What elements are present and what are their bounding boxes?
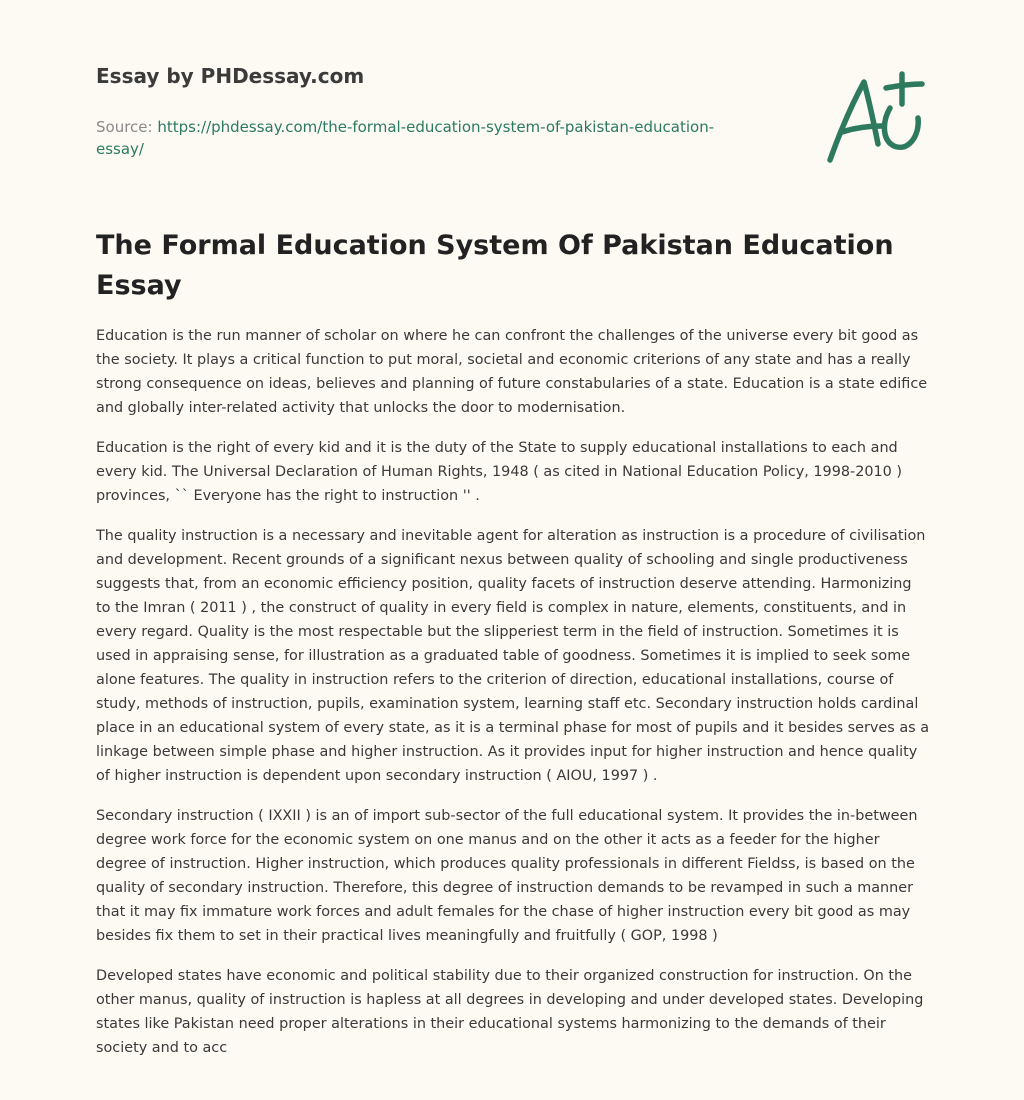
a-plus-grade-icon <box>818 70 930 170</box>
paragraph: Education is the right of every kid and it is the duty of the State to supply educational installations to each and every kid. The Universal Declaration of Human Rights, 1948 ( as cited in National Education Policy, 1998-2010 ) provinces, `` Everyone has the right to instruction '' . <box>96 440 903 504</box>
paragraph: Developed states have economic and political stability due to their organized construction for instruction. On the other manus, quality of instruction is hapless at all degrees in developing and under developed states. Developing states like Pakistan need proper alterations in their educational systems harmonizing to the demands of their society and to acc <box>96 968 924 1056</box>
paragraph: The quality instruction is a necessary and inevitable agent for alteration as instruction is a procedure of civilisation and development. Recent grounds of a significant nexus between quality of schooling and single productiveness suggests that, from an economic efficiency position, quality facets of instruction deserve attending. Harmonizing to the Imran ( 2011 ) , the construct of quality in every field is complex in nature, elements, constituents, and in every regard. Quality is the most respectable but the slipperiest term in the field of instruction. Sometimes it is used in appraising sense, for illustration as a graduated table of goodness. Sometimes it is implied to seek some alone features. The quality in instruction refers to the criterion of direction, educational installations, course of study, methods of instruction, pupils, examination system, learning staff etc. Secondary instruction holds cardinal place in an educational system of every state, as it is a terminal phase for most of pupils and it besides serves as a linkage between simple phase and higher instruction. As it provides input for higher instruction and hence quality of higher instruction is dependent upon secondary instruction ( AIOU, 1997 ) . <box>96 528 930 784</box>
source-line <box>96 116 716 160</box>
source-link[interactable]: https://phdessay.com/the-formal-education-system-of-pakistan-education-essay/ <box>96 118 715 158</box>
article-title: The Formal Education System Of Pakistan Education Essay <box>96 230 894 301</box>
page-header <box>96 62 736 160</box>
paragraph: Education is the run manner of scholar on where he can confront the challenges of the universe every bit good as the society. It plays a critical function to put moral, societal and economic criterions of any state and has a really strong consequence on ideas, believes and planning of future constabularies of a state. Education is a state edifice and globally inter-related activity that unlocks the door to modernisation. <box>96 328 928 416</box>
source-label: Source: <box>96 118 153 136</box>
article-body <box>96 324 930 1076</box>
site-brand: Essay by PHDessay.com <box>96 64 365 88</box>
paragraph: Secondary instruction ( IXXII ) is an of import sub-sector of the full educational system. It provides the in-between degree work force for the economic system on one manus and on the other it acts as a feeder for the higher degree of instruction. Higher instruction, which produces quality professionals in different Fieldss, is based on the quality of secondary instruction. Therefore, this degree of instruction demands to be revamped in such a manner that it may fix immature work forces and adult females for the chase of higher instruction every bit good as may besides fix them to set in their practical lives meaningfully and fruitfully ( GOP, 1998 ) <box>96 808 918 944</box>
